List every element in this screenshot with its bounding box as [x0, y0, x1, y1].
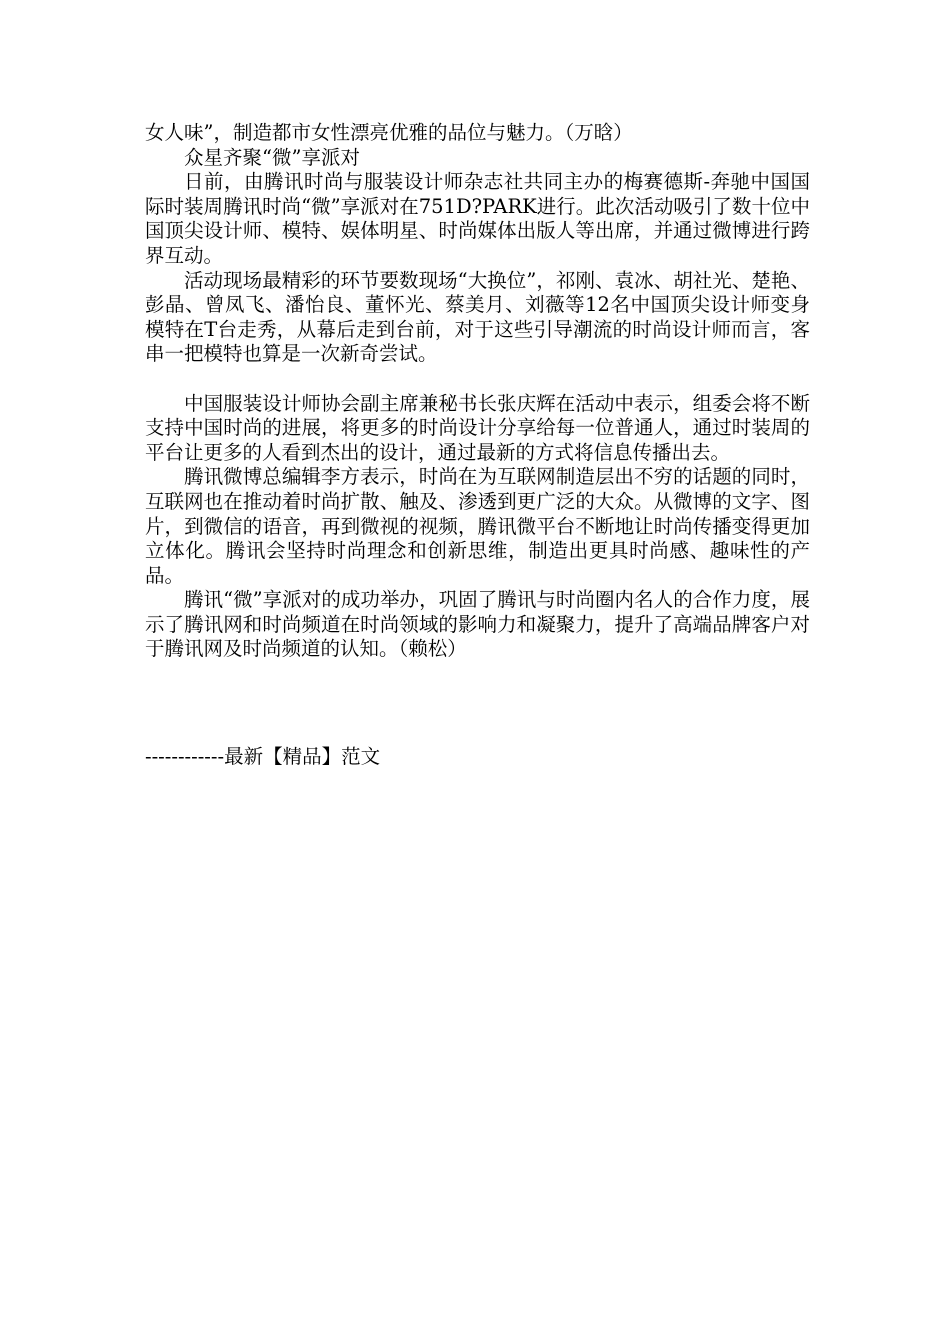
- paragraph-association-quote: 中国服装设计师协会副主席兼秘书长张庆辉在活动中表示，组委会将不断支持中国时尚的进展，将更多的时尚设计分享给每一位普通人，通过时装周的平台让更多的人看到杰出的设计，通过最新的方式将信息传播出去。: [145, 391, 810, 464]
- paragraph-role-swap: 活动现场最精彩的环节要数现场“大换位”，祁刚、袁冰、胡社光、楚艳、彭晶、曾凤飞、潘怡良、董怀光、蔡美月、刘薇等12名中国顶尖设计师变身模特在T台走秀，从幕后走到台前，对于这些引导潮流的时尚设计师而言，客串一把模特也算是一次新奇尝试。: [145, 268, 810, 366]
- footer-tagline: ------------最新【精品】范文: [145, 745, 381, 768]
- paragraph-spacer: [145, 367, 810, 392]
- paragraph-continuation: 女人味”，制造都市女性漂亮优雅的品位与魅力。（万晗）: [145, 121, 633, 144]
- section-heading: 众星齐聚“微”享派对: [184, 145, 360, 169]
- article-body: [145, 121, 810, 662]
- paragraph-event-intro: 日前，由腾讯时尚与服装设计师杂志社共同主办的梅赛德斯-奔驰中国国际时装周腾讯时尚“微”享派对在751D?PARK进行。此次活动吸引了数十位中国顶尖设计师、模特、娱体明星、时尚媒体出版人等出席，并通过微博进行跨界互动。: [145, 170, 810, 267]
- paragraph-weibo-quote: 腾讯微博总编辑李方表示，时尚在为互联网制造层出不穷的话题的同时，互联网也在推动着时尚扩散、触及、渗透到更广泛的大众。从微博的文字、图片，到微信的语音，再到微视的视频，腾讯微平台不断地让时尚传播变得更加立体化。腾讯会坚持时尚理念和创新思维，制造出更具时尚感、趣味性的产品。: [145, 465, 810, 587]
- paragraph-conclusion: 腾讯“微”享派对的成功举办，巩固了腾讯与时尚圈内名人的合作力度，展示了腾讯网和时尚频道在时尚领域的影响力和凝聚力，提升了高端品牌客户对于腾讯网及时尚频道的认知。（赖松）: [145, 588, 810, 661]
